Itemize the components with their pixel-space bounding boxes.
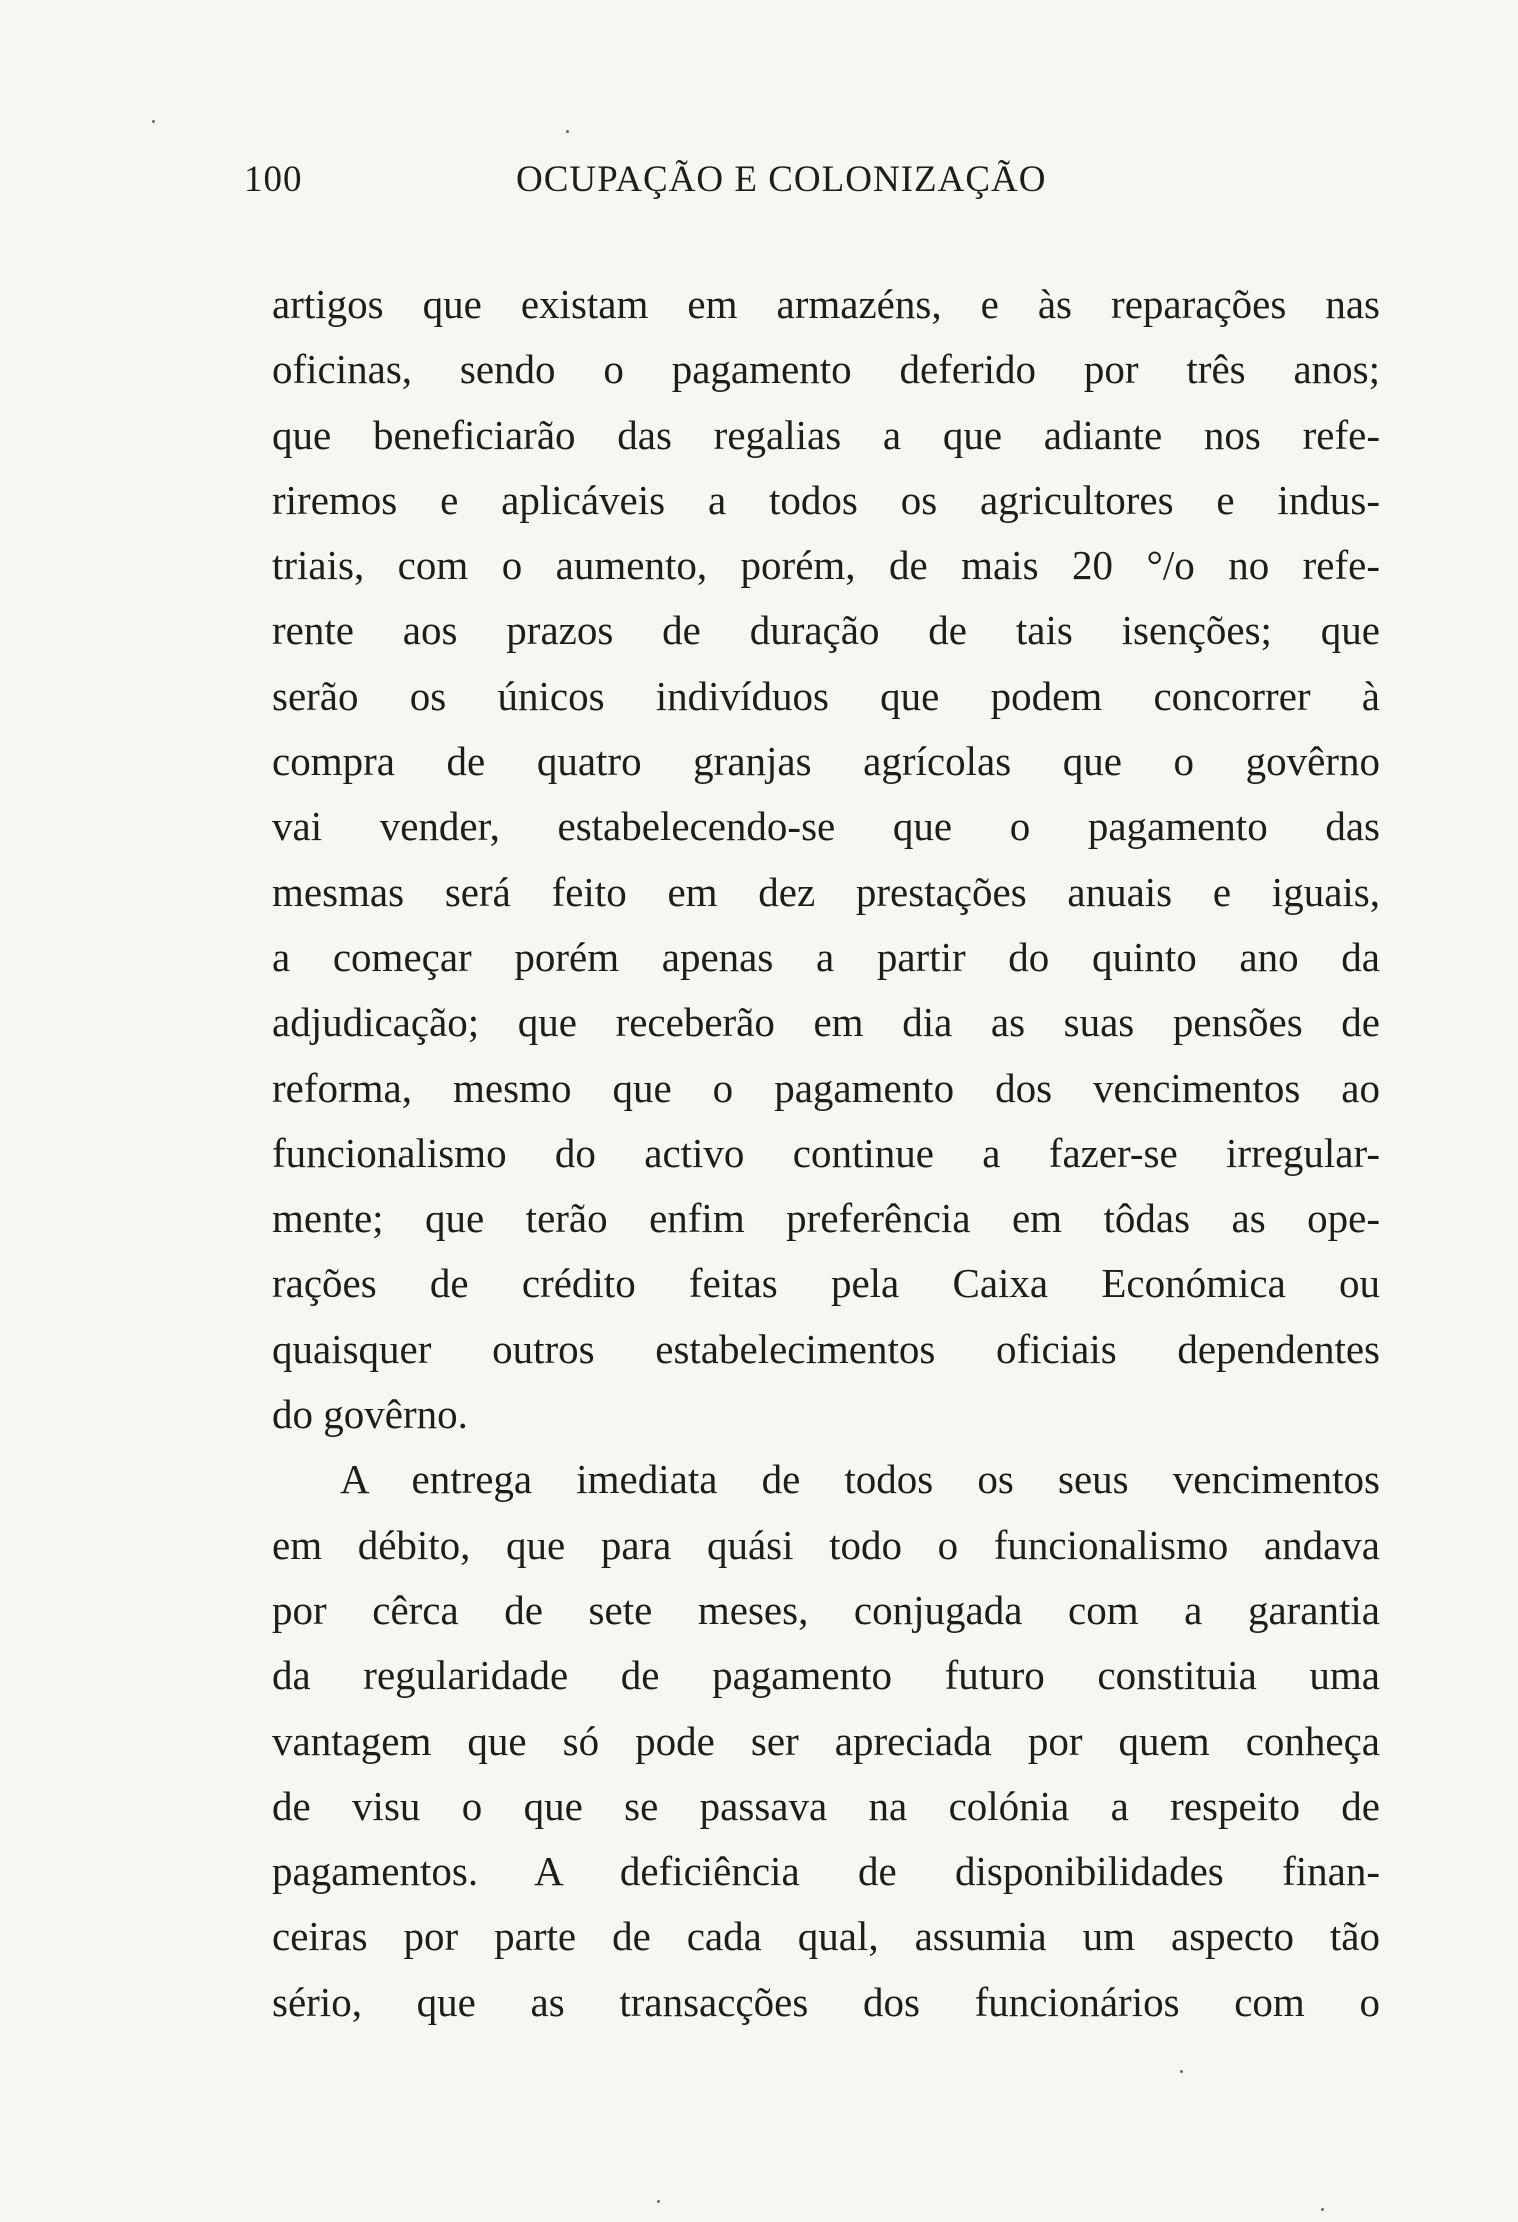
text-line: do govêrno. <box>272 1391 468 1438</box>
text-line: de visu o que se passava na colónia a respeito de <box>272 1782 1380 1829</box>
text-line: da regularidade de pagamento futuro constituia uma <box>272 1652 1380 1699</box>
text-line: oficinas, sendo o pagamento deferido por três anos; <box>272 346 1380 393</box>
text-line: riremos e aplicáveis a todos os agricultores e indus- <box>272 476 1380 523</box>
text-line: quaisquer outros estabelecimentos oficiais dependentes <box>272 1325 1380 1372</box>
text-line: compra de quatro granjas agrícolas que o govêrno <box>272 738 1380 785</box>
text-line: a começar porém apenas a partir do quinto ano da <box>272 933 1380 980</box>
text-line: vai vender, estabelecendo-se que o pagamento das <box>272 803 1380 850</box>
text-line: que beneficiarão das regalias a que adiante nos refe- <box>272 411 1380 458</box>
text-line: artigos que existam em armazéns, e às reparações nas <box>272 281 1380 327</box>
paper-speck <box>566 130 569 133</box>
paper-speck <box>1321 2208 1324 2211</box>
text-line: sério, que as transacções dos funcionários com o <box>272 1978 1380 2025</box>
text-line: triais, com o aumento, porém, de mais 20 °/o no refe- <box>272 542 1380 589</box>
text-line: funcionalismo do activo continue a fazer-se irregular- <box>272 1129 1380 1176</box>
page-header <box>244 158 1384 218</box>
text-line: pagamentos. A deficiência de disponibilidades finan- <box>272 1848 1380 1895</box>
paper-speck <box>657 2200 660 2203</box>
paper-speck <box>152 120 155 123</box>
page-number: 100 <box>244 159 303 200</box>
text-line: reforma, mesmo que o pagamento dos vencimentos ao <box>272 1064 1380 1111</box>
text-line: mente; que terão enfim preferência em tôdas as ope- <box>272 1195 1380 1242</box>
text-line: rações de crédito feitas pela Caixa Económica ou <box>272 1260 1380 1307</box>
running-title: OCUPAÇÃO E COLONIZAÇÃO <box>516 159 1047 200</box>
text-line: rente aos prazos de duração de tais isenções; que <box>272 607 1380 654</box>
text-line: em débito, que para quási todo o funcionalismo andava <box>272 1521 1380 1568</box>
body-text <box>272 272 1380 2035</box>
text-line: mesmas será feito em dez prestações anuais e iguais, <box>272 868 1380 915</box>
text-line: A entrega imediata de todos os seus vencimentos <box>340 1456 1380 1503</box>
text-line: adjudicação; que receberão em dia as suas pensões de <box>272 999 1380 1046</box>
text-line: ceiras por parte de cada qual, assumia um aspecto tão <box>272 1913 1380 1960</box>
text-line: por cêrca de sete meses, conjugada com a garantia <box>272 1586 1380 1633</box>
text-line: serão os únicos indivíduos que podem concorrer à <box>272 672 1380 719</box>
text-line: vantagem que só pode ser apreciada por quem conheça <box>272 1717 1380 1764</box>
paper-speck <box>1180 2070 1183 2073</box>
